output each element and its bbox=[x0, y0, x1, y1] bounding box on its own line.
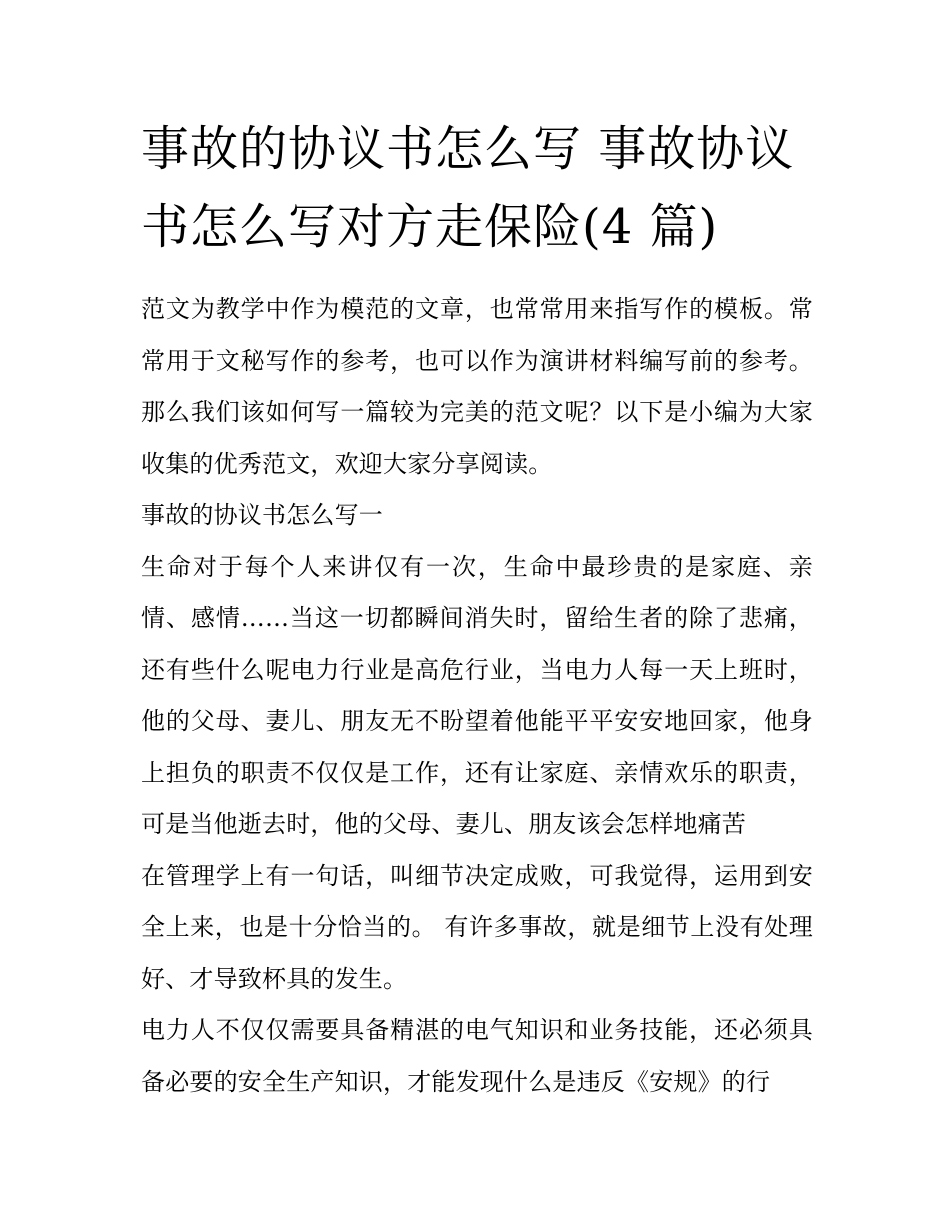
body-paragraph: 在管理学上有一句话，叫细节决定成败，可我觉得，运用到安全上来，也是十分恰当的。 有许多事故，就是细节上没有处理好、才导致杯具的发生。 bbox=[141, 861, 813, 993]
body-paragraph: 生命对于每个人来讲仅有一次，生命中最珍贵的是家庭、亲情、感情……当这一切都瞬间消失时，留给生者的除了悲痛，还有些什么呢电力行业是高危行业，当电力人每一天上班时，他的父母、妻儿、朋友无不盼望着他能平平安安地回家，他身上担负的职责不仅仅是工作，还有让家庭、亲情欢乐的职责，可是当他逝去时，他的父母、妻儿、朋友该会怎样地痛苦 bbox=[141, 552, 813, 838]
section-heading: 事故的协议书怎么写一 bbox=[141, 501, 383, 529]
document-title: 事故的协议书怎么写 事故协议书怎么写对方走保险(4 篇) bbox=[141, 121, 795, 255]
body-paragraph: 电力人不仅仅需要具备精湛的电气知识和业务技能，还必须具备必要的安全生产知识，才能发现什么是违反《安规》的行 bbox=[141, 1016, 813, 1096]
document-body bbox=[141, 284, 813, 1108]
document-page bbox=[141, 110, 813, 1108]
intro-paragraph: 范文为教学中作为模范的文章，也常常用来指写作的模板。常常用于文秘写作的参考，也可以作为演讲材料编写前的参考。那么我们该如何写一篇较为完美的范文呢？以下是小编为大家收集的优秀范文，欢迎大家分享阅读。 bbox=[141, 295, 813, 478]
